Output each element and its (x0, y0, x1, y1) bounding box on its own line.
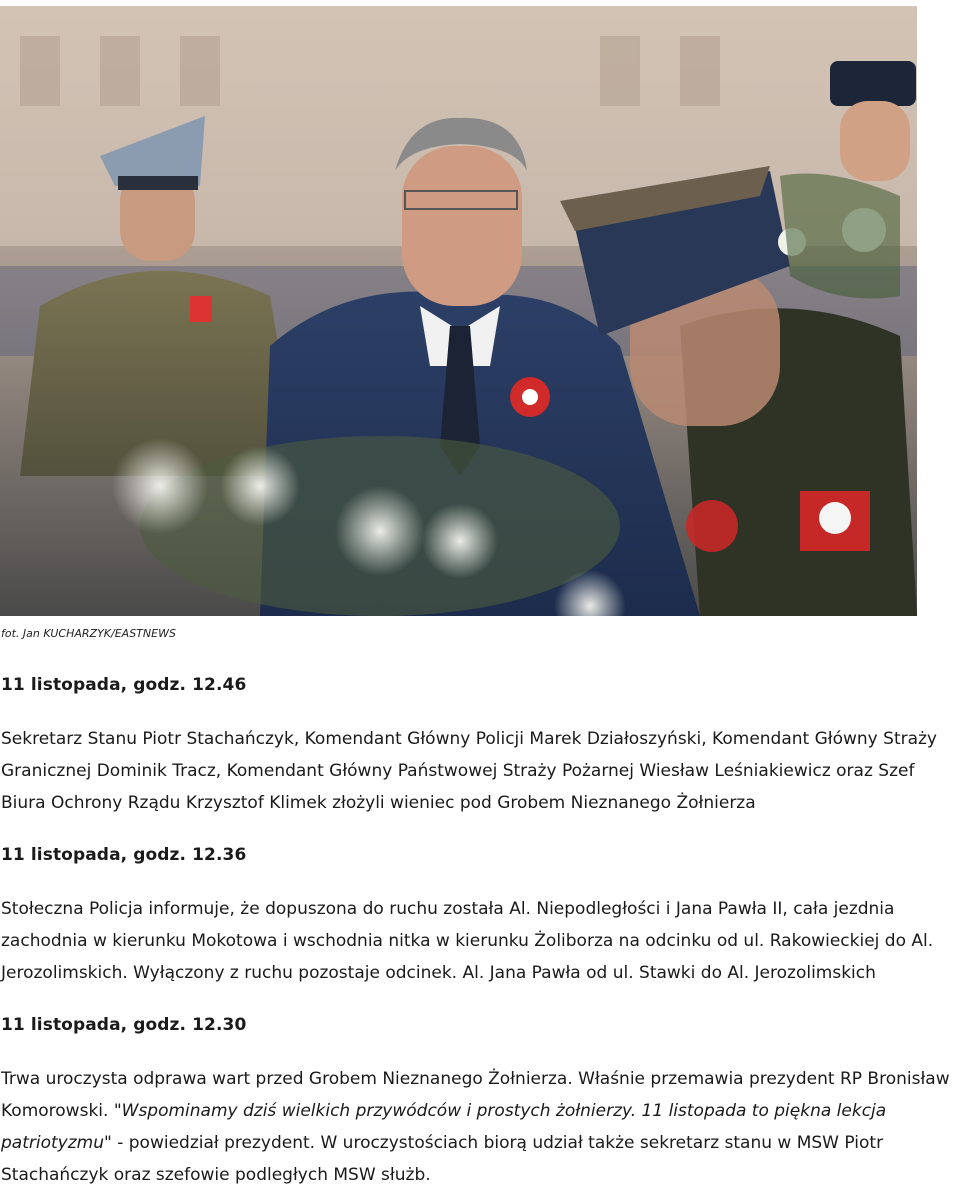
president-quote: Wspominamy dziś wielkich przywódców i prostych żołnierzy. 11 listopada to piękna lekcja patriotyzmu (1, 1101, 887, 1153)
entry-text-1236: Stołeczna Policja informuje, że dopuszona do ruchu została Al. Niepodległości i Jana Pawła II, cała jezdnia zachodnia w kierunku Mokotowa i wschodnia nitka w kierunku Żoliborza na odcinku od ul. Rakowieckiej do Al. Jerozolimskich. Wyłączony z ruchu pozostaje odcinek. Al. Jana Pawła od ul. Stawki do Al. Jerozolimskich (1, 899, 934, 983)
entry-heading-1236: 11 listopada, godz. 12.36 (1, 845, 247, 865)
news-photo (0, 6, 917, 616)
entry-heading-1246: 11 listopada, godz. 12.46 (1, 675, 247, 695)
entry-heading-1230: 11 listopada, godz. 12.30 (1, 1015, 247, 1035)
photo-caption: fot. Jan KUCHARZYK/EASTNEWS (1, 627, 176, 640)
entry-text-before-quote: Trwa uroczysta odprawa wart przed Grobem Nieznanego Żołnierza. Właśnie przemawia prezydent RP Bronisław Komorowski. " (1, 1069, 950, 1121)
entry-text-1230 (1, 1063, 959, 1191)
entry-text-1246: Sekretarz Stanu Piotr Stachańczyk, Komendant Główny Policji Marek Działoszyński, Komendant Główny Straży Granicznej Dominik Tracz, Komendant Główny Państwowej Straży Pożarnej Wiesław Leśniakiewicz oraz Szef Biura Ochrony Rządu Krzysztof Klimek złożyli wieniec pod Grobem Nieznanego Żołnierza (1, 729, 937, 813)
entry-text-after-quote: " - powiedział prezydent. W uroczystościach biorą udział także sekretarz stanu w MSW Piotr Stachańczyk oraz szefowie podległych MSW służb. (1, 1133, 884, 1185)
